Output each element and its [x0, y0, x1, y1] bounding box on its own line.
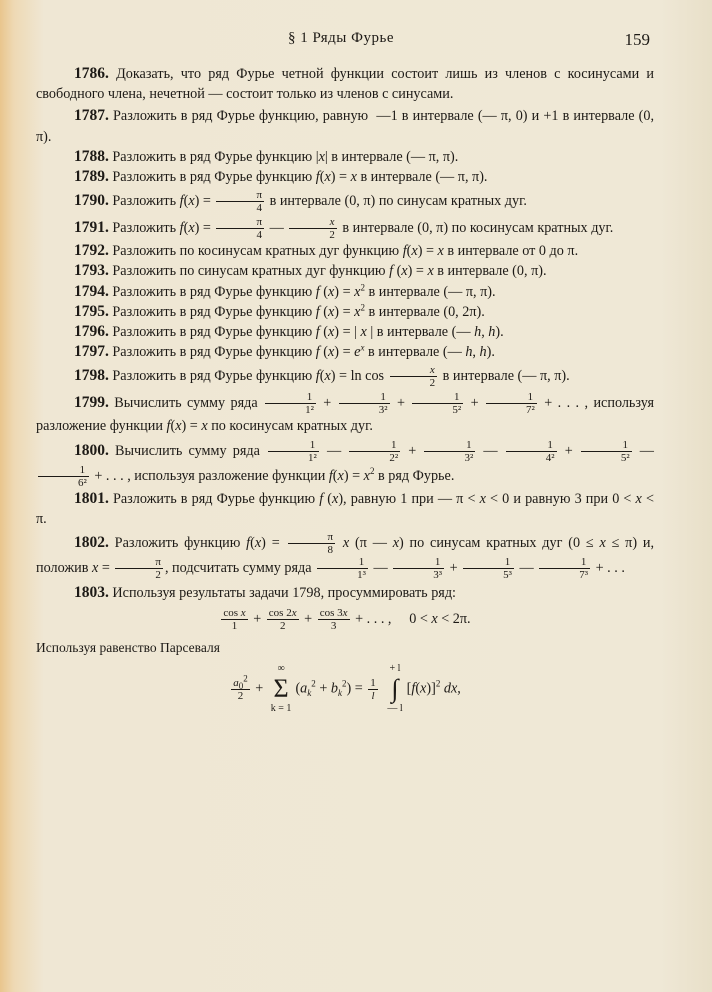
- problem-1798: 1798. Разложить в ряд Фурье функцию f(x) = ln cos $\frac{x}{2}$ в интервале (— π, π).: [74, 364, 570, 390]
- problem-number: 1803.: [74, 584, 109, 602]
- problem-number: 1795.: [74, 302, 109, 320]
- problem-number: 1790.: [74, 191, 109, 209]
- problem-list: [36, 64, 654, 722]
- problem-1787: 1787. Разложить в ряд Фурье функцию, равную —1 в интервале (— π, 0) и +1 в интервале (0, π).: [36, 107, 654, 145]
- integral-upper-limit: + l: [389, 663, 401, 675]
- problem-1803: 1803. Используя результаты задачи 1798, просуммировать ряд:: [74, 584, 456, 602]
- problem-1790: 1790. Разложить f(x) = $\frac{\pi}{4}$ в интервале (0, π) по синусам кратных дуг.: [74, 189, 527, 215]
- problem-1791: 1791. Разложить f(x) = $\frac{\pi}{4}$ — $\frac{x}{2}$ в интервале (0, π) по косинусам кратных дуг.: [74, 216, 614, 242]
- problem-number: 1800.: [74, 441, 109, 459]
- problem-1797: 1797. Разложить в ряд Фурье функцию f $(x) = e^x$ в интервале (— h, h).: [74, 342, 495, 361]
- sum-lower-limit: k = 1: [270, 703, 292, 715]
- problem-1799: 1799. Вычислить сумму ряда $\frac{1}{\text{1²}}$ + $\frac{1}{\text{3²}}$ + $\frac{1}{\text{5²}}$ + $\frac{1}{\text{7²}}$ + . . . , используя разложение функции f(x) = x по косинусам кратных дуг.: [36, 391, 654, 435]
- problem-1793: 1793. Разложить по синусам кратных дуг функцию f (x) = x в интервале (0, π).: [74, 262, 547, 280]
- page-number: 159: [624, 30, 650, 49]
- problem-number: 1798.: [74, 367, 109, 385]
- problem-number: 1802.: [74, 533, 109, 551]
- sum-upper-limit: ∞: [277, 663, 285, 675]
- series-formula-1803: $\frac{\text{cos x}}{1}$ + $\frac{\cos 2x}{2}$ + $\frac{\cos 3x}{3}$ + . . . , 0 < x < 2π.: [223, 607, 471, 633]
- problem-number: 1787.: [74, 107, 109, 125]
- problem-1795: 1795. Разложить в ряд Фурье функцию f $(x) = x^2$ в интервале (0, 2π).: [74, 302, 485, 320]
- sum-sign: ∞ Σ k = 1: [270, 663, 292, 715]
- running-header: [0, 30, 712, 52]
- problem-number: 1786.: [74, 65, 109, 82]
- section-title: § 1 Ряды Фурье: [288, 30, 394, 46]
- problem-1801: 1801. Разложить в ряд Фурье функцию f (x), равную 1 при — π < x < 0 и равную 3 при 0 < x < π.: [36, 489, 654, 527]
- problem-number: 1796.: [74, 323, 109, 341]
- problem-1789: 1789. Разложить в ряд Фурье функцию f(x) = x в интервале (— π, π).: [74, 168, 488, 186]
- closing-line: Используя равенство Парсеваля: [36, 640, 220, 656]
- problem-number: 1797.: [74, 343, 109, 361]
- integral-sign: + l ∫ — l: [387, 663, 403, 715]
- problem-number: 1792.: [74, 242, 109, 260]
- problem-1802: 1802. Разложить функцию f(x) = $\frac{\pi}{8}$ x (π — x) по синусам кратных дуг (0 ≤ x ≤ π) и, положив x = $\frac{\pi}{2}$ , подсчитать сумму ряда $\frac{1}{\text{1³}}$ — $\frac{1}{\text{3³}}$ + $\frac{1}{\text{5³}}$ — $\frac{1}{\text{7³}}$ + . . .: [36, 531, 654, 582]
- problem-1794: 1794. Разложить в ряд Фурье функцию f $(x) = x^2$ в интервале (— π, π).: [74, 281, 496, 300]
- problem-1786: 1786. Доказать, что ряд Фурье четной функции состоит лишь из членов с косинусами и свободного члена, нечетной — состоит только из членов с синусами.: [36, 65, 654, 103]
- problem-number: 1791.: [74, 218, 109, 236]
- integral-lower-limit: — l: [387, 703, 403, 715]
- problem-number: 1799.: [74, 394, 109, 412]
- problem-number: 1788.: [74, 147, 109, 165]
- problem-1788: 1788. Разложить в ряд Фурье функцию |x| в интервале (— π, π).: [74, 147, 459, 165]
- problem-number: 1801.: [74, 489, 109, 507]
- parseval-formula: $\frac{a_0^2}{2}$ + ∞ Σ k = 1 $(a_k^2 + b_k^2)$ = $\frac{1}{l}$ + l ∫ — l $[f(x)]^2$ dx,: [233, 663, 461, 715]
- problem-number: 1789.: [74, 168, 109, 186]
- problem-1796: 1796. Разложить в ряд Фурье функцию f (x) = | x | в интервале (— h, h).: [74, 323, 504, 341]
- problem-number: 1793.: [74, 262, 109, 280]
- problem-1800: 1800. Вычислить сумму ряда $\frac{1}{\text{1²}}$ — $\frac{1}{\text{2²}}$ + $\frac{1}{\text{3²}}$ — $\frac{1}{\text{4²}}$ + $\frac{1}{\text{5²}}$ — $\frac{1}{\text{6²}}$ + . . . , используя разложение функции $f(x) = x^2$ в ряд Фурье.: [36, 439, 654, 489]
- problem-1792: 1792. Разложить по косинусам кратных дуг функцию f(x) = x в интервале от 0 до π.: [74, 242, 579, 260]
- problem-number: 1794.: [74, 282, 109, 300]
